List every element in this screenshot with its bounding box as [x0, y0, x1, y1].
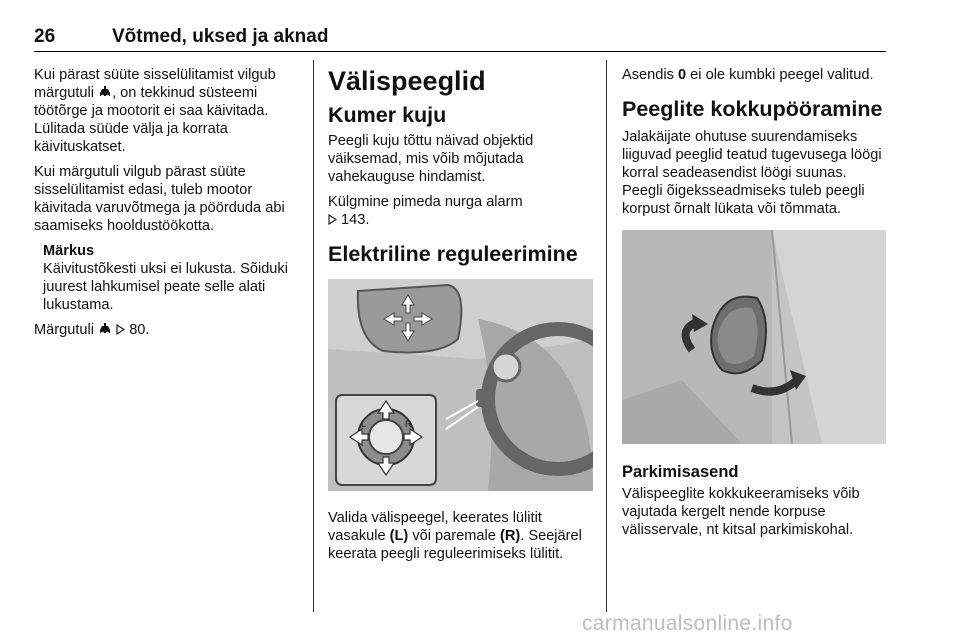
paragraph-parkimisasend: Välispeeglite kokkukeeramiseks võib vajutada kergelt nende korpuse välisservale, nt kitsal parkimiskohal.	[622, 486, 860, 538]
paragraph-warning-light: Kui pärast süüte sisselülitamist vilgub märgutuli , on tekkinud süsteemi töötõrge ja mootorit ei saa käivitada. Lülitada süüde välja ja korrata käivituskatset.	[34, 67, 276, 155]
column-1	[34, 66, 304, 346]
section-title: Välispeeglid	[328, 66, 486, 96]
paragraph-reference: Märgutuli 80.	[34, 322, 150, 338]
paragraph-jalakaijate: Jalakäijate ohutuse suurendamiseks liiguvad peeglid teatud tugevusega löögi korral seadeasendist löögi suunas. Peegli õigeksseadmiseks tuleb peegli korpust õrnalt lükata või tõmmata.	[622, 129, 882, 217]
note-box	[34, 242, 304, 314]
paragraph-valida: Valida välispeegel, keerates lülitit vasakule (L) või paremale (R). Seejärel keerata peegli reguleerimiseks lülitit.	[328, 510, 582, 562]
chapter-title: Võtmed, uksed ja aknad	[112, 26, 329, 47]
note-text: Käivitustõkesti uksi ei lukusta. Sõiduki juurest lahkumisel peate selle alati lukustama.	[43, 261, 288, 313]
paragraph-asendis: Asendis 0 ei ole kumbki peegel valitud.	[622, 67, 874, 83]
triangle-arrow-right-icon[interactable]	[116, 324, 125, 335]
note-title: Märkus	[43, 243, 95, 259]
paragraph-kumer: Peegli kuju tõttu näivad objektid väiksemad, mis võib mõjutada vahekauguse hindamist.	[328, 133, 534, 185]
switch-label-l: L	[361, 419, 367, 429]
page-number: 26	[34, 26, 56, 47]
column-divider-1	[313, 60, 314, 612]
subheading-parkimisasend: Parkimisasend	[622, 463, 739, 481]
subheading-kumer-kuju: Kumer kuju	[328, 103, 447, 127]
car-key-warning-icon	[98, 86, 112, 98]
mirror-switch-illustration	[328, 279, 593, 491]
column-2	[328, 66, 593, 570]
mirror-fold-illustration	[622, 230, 886, 444]
column-divider-2	[606, 60, 607, 612]
mirror-switch-drawing	[328, 279, 593, 491]
switch-label-r: R	[405, 419, 412, 429]
car-key-warning-icon	[98, 323, 112, 335]
subheading-kokkupooramine: Peeglite kokkupööramine	[622, 97, 883, 121]
paragraph-flashing: Kui märgutuli vilgub pärast süüte sisselülitamist edasi, tuleb mootor käivitada varuvõtmega ja pöörduda abi saamiseks hooldustöökotta.	[34, 164, 285, 234]
page-header	[34, 22, 886, 52]
subheading-elektriline: Elektriline reguleerimine	[328, 242, 578, 266]
column-3	[622, 66, 890, 546]
triangle-arrow-right-icon[interactable]	[328, 214, 337, 225]
mirror-fold-drawing	[622, 230, 886, 444]
watermark: carmanualsonline.info	[582, 612, 793, 635]
paragraph-kulgmine: Külgmine pimeda nurga alarm 143.	[328, 194, 523, 228]
